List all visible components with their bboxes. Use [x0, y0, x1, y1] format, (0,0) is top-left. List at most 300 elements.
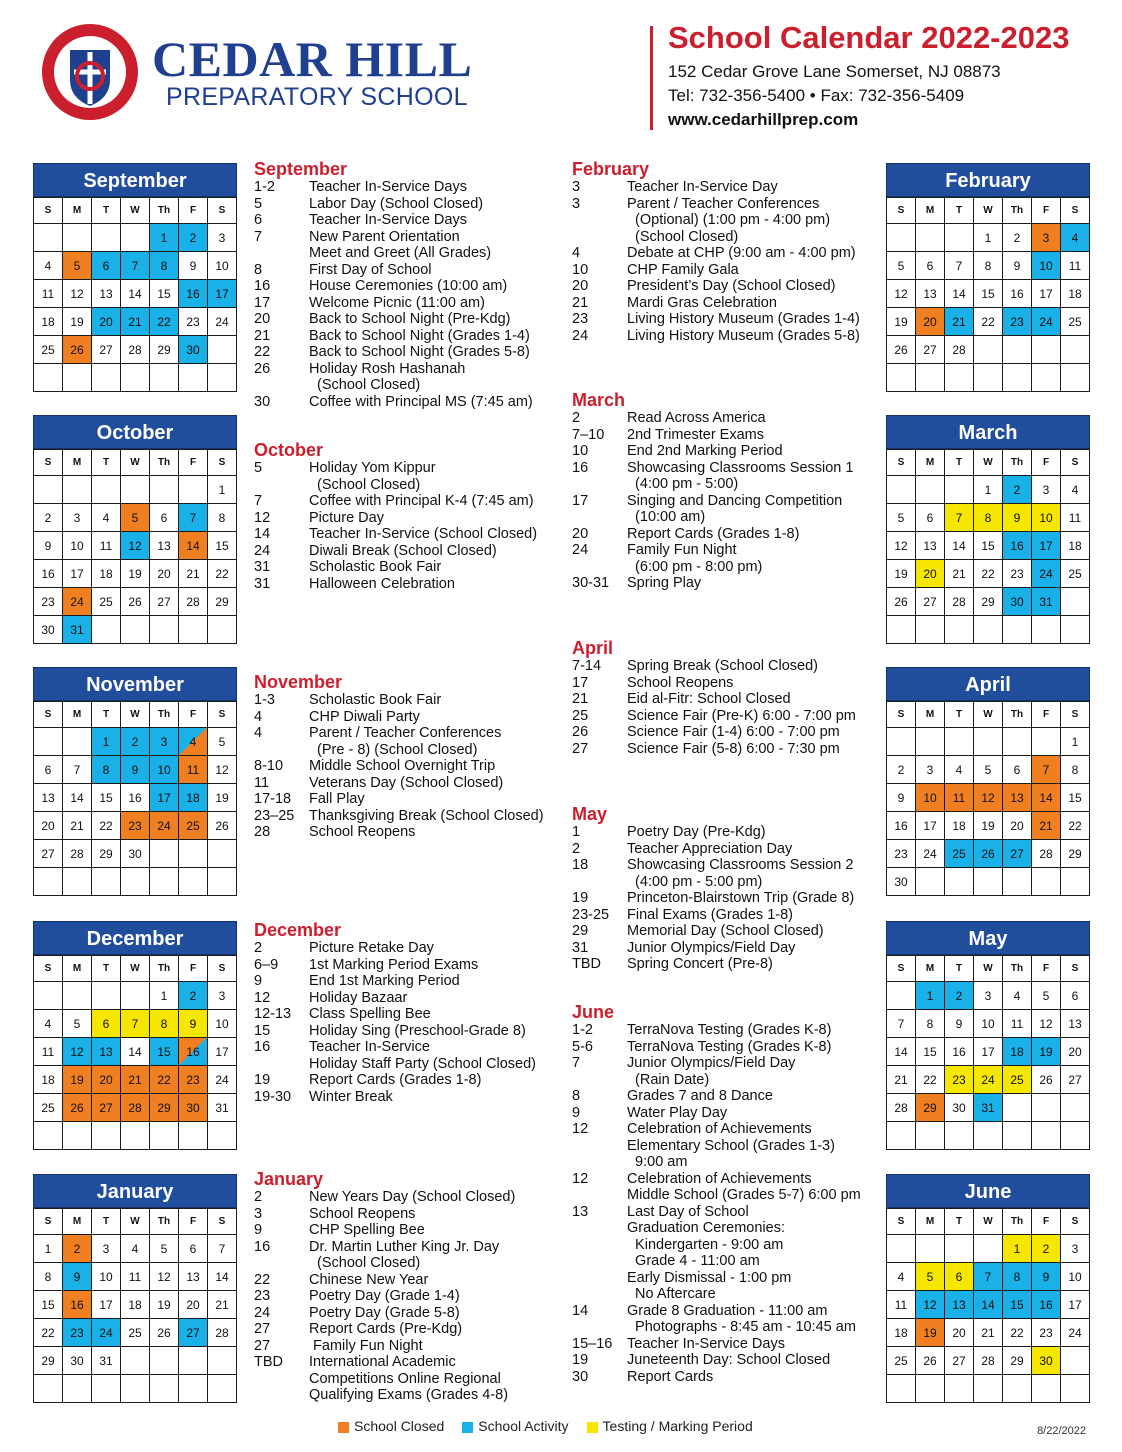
day-cell: 30 [1032, 1347, 1061, 1375]
day-cell: 6 [916, 504, 945, 532]
empty-cell [916, 868, 945, 896]
event-date: 13 [572, 1203, 589, 1220]
day-cell: 26 [63, 1094, 92, 1122]
empty-cell [179, 1122, 208, 1150]
day-cell: 16 [179, 280, 208, 308]
event-description: School Reopens [627, 674, 734, 691]
empty-cell [1032, 1094, 1061, 1122]
events-january [254, 1170, 515, 1404]
day-cell: 4 [179, 728, 208, 756]
legend-label: School Closed [354, 1418, 445, 1434]
day-cell: 10 [208, 1010, 237, 1038]
empty-cell [974, 1235, 1003, 1263]
event-description: 2nd Trimester Exams [627, 426, 764, 443]
event-item [254, 791, 544, 808]
day-cell: 3 [208, 982, 237, 1010]
event-description: Read Across America [627, 410, 766, 426]
event-item [572, 1270, 861, 1287]
day-cell: 22 [1003, 1319, 1032, 1347]
empty-cell [179, 1347, 208, 1375]
event-description: Fall Play [309, 791, 365, 807]
event-item [572, 196, 860, 213]
empty-cell [92, 364, 121, 392]
empty-cell [121, 1347, 150, 1375]
day-cell: 17 [92, 1291, 121, 1319]
day-cell: 6 [916, 252, 945, 280]
day-cell: 29 [92, 840, 121, 868]
event-description: Report Cards (Grades 1-8) [627, 525, 800, 542]
event-month-title: February [572, 159, 650, 179]
empty-cell [974, 1375, 1003, 1403]
day-cell: 31 [208, 1094, 237, 1122]
event-date: 9 [254, 1222, 263, 1238]
event-date: 16 [254, 1039, 271, 1055]
day-cell: 13 [150, 532, 179, 560]
event-month-title: June [572, 1002, 615, 1022]
day-cell: 1 [150, 224, 179, 252]
event-description: Celebration of Achievements [627, 1170, 812, 1187]
empty-cell [208, 364, 237, 392]
events-december [254, 921, 536, 1105]
event-item [254, 311, 533, 328]
day-cell: 20 [1003, 812, 1032, 840]
day-cell: 13 [92, 1038, 121, 1066]
empty-cell [1003, 868, 1032, 896]
day-cell: 15 [34, 1291, 63, 1319]
day-cell: 3 [92, 1235, 121, 1263]
day-cell: 14 [121, 1038, 150, 1066]
day-cell: 23 [121, 812, 150, 840]
empty-cell [92, 476, 121, 504]
event-item [254, 543, 537, 560]
day-cell: 6 [1061, 982, 1090, 1010]
day-cell: 7 [945, 252, 974, 280]
day-cell: 17 [1032, 280, 1061, 308]
calendar-month-header: December [33, 921, 237, 955]
calendar-grid [33, 197, 237, 392]
day-cell: 18 [1061, 280, 1090, 308]
event-description: 1st Marking Period Exams [309, 956, 479, 973]
event-item [254, 1206, 515, 1223]
event-date: 7–10 [572, 426, 605, 443]
event-month-title: April [572, 638, 614, 658]
empty-cell [1061, 616, 1090, 644]
day-cell: 11 [887, 1291, 916, 1319]
events-june [572, 1003, 861, 1385]
empty-cell [92, 616, 121, 644]
event-description: End 1st Marking Period [309, 973, 460, 989]
day-cell: 23 [179, 1066, 208, 1094]
event-item [572, 1303, 861, 1320]
event-date: 17-18 [254, 791, 292, 807]
day-cell: 25 [179, 812, 208, 840]
event-description: (School Closed) [309, 377, 421, 393]
empty-cell [974, 364, 1003, 392]
weekday-header: S [1061, 956, 1090, 982]
day-cell: 3 [150, 728, 179, 756]
day-cell: 28 [121, 336, 150, 364]
weekday-header: S [34, 1209, 63, 1235]
empty-cell [208, 1122, 237, 1150]
day-cell: 13 [1061, 1010, 1090, 1038]
event-item [572, 410, 853, 427]
event-description: Chinese New Year [309, 1271, 429, 1288]
weekday-header: F [1032, 956, 1061, 982]
event-description: Labor Day (School Closed) [309, 195, 484, 212]
weekday-header: F [1032, 198, 1061, 224]
day-cell: 3 [1061, 1235, 1090, 1263]
event-description: School Reopens [309, 1205, 416, 1222]
event-item [572, 245, 860, 262]
day-cell: 9 [945, 1010, 974, 1038]
day-cell: 1 [974, 224, 1003, 252]
event-description: Coffee with Principal MS (7:45 am) [309, 393, 533, 410]
day-cell: 31 [974, 1094, 1003, 1122]
empty-cell [63, 868, 92, 896]
weekday-header: W [974, 450, 1003, 476]
empty-cell [1003, 1375, 1032, 1403]
day-cell: 31 [63, 616, 92, 644]
day-cell: 10 [974, 1010, 1003, 1038]
empty-cell [150, 476, 179, 504]
event-date: 12 [572, 1170, 589, 1187]
event-item [254, 295, 533, 312]
day-cell: 19 [150, 1291, 179, 1319]
event-date: 15–16 [572, 1335, 613, 1352]
empty-cell [1003, 364, 1032, 392]
day-cell: 5 [63, 1010, 92, 1038]
event-description: Class Spelling Bee [309, 1006, 431, 1022]
event-date: 16 [572, 459, 589, 476]
event-item [572, 179, 860, 196]
event-description: Report Cards (Grades 1-8) [309, 1072, 482, 1088]
event-date: 12 [254, 989, 271, 1006]
empty-cell [34, 982, 63, 1010]
event-month-title: March [572, 390, 626, 410]
weekday-header: M [916, 198, 945, 224]
event-date: 29 [572, 923, 589, 939]
day-cell: 4 [1003, 982, 1032, 1010]
weekday-header: S [887, 1209, 916, 1235]
event-item [254, 377, 533, 394]
day-cell: 10 [63, 532, 92, 560]
event-item [254, 824, 544, 841]
day-cell: 3 [1032, 476, 1061, 504]
day-cell: 28 [887, 1094, 916, 1122]
empty-cell [34, 868, 63, 896]
empty-cell [208, 616, 237, 644]
empty-cell [63, 224, 92, 252]
empty-cell [34, 224, 63, 252]
weekday-header: S [34, 450, 63, 476]
event-description: (School Closed) [627, 228, 739, 245]
day-cell: 13 [179, 1263, 208, 1291]
day-cell: 23 [179, 308, 208, 336]
day-cell: 28 [208, 1319, 237, 1347]
empty-cell [63, 1375, 92, 1403]
event-description: Eid al-Fitr: School Closed [627, 691, 791, 707]
event-date: 1-3 [254, 692, 275, 708]
day-cell: 19 [208, 784, 237, 812]
event-date: 22 [254, 344, 271, 360]
event-item [254, 1056, 536, 1073]
event-description: School Reopens [309, 824, 416, 840]
event-item [254, 957, 536, 974]
event-item [254, 692, 544, 709]
event-item [254, 361, 533, 378]
event-date: 10 [572, 261, 589, 278]
day-cell: 25 [121, 1319, 150, 1347]
event-item [254, 1222, 515, 1239]
day-cell: 23 [63, 1319, 92, 1347]
day-cell: 14 [179, 532, 208, 560]
event-date: 2 [572, 840, 581, 857]
day-cell: 8 [916, 1010, 945, 1038]
event-item [572, 212, 860, 229]
event-item [254, 1354, 515, 1371]
event-description: Report Cards (Pre-Kdg) [309, 1321, 463, 1337]
day-cell: 12 [63, 1038, 92, 1066]
day-cell: 27 [1003, 840, 1032, 868]
weekday-header: Th [150, 1209, 179, 1235]
day-cell: 11 [34, 280, 63, 308]
day-cell: 12 [208, 756, 237, 784]
day-cell: 25 [34, 1094, 63, 1122]
event-date: 1-2 [254, 179, 275, 195]
day-cell: 4 [1061, 476, 1090, 504]
day-cell: 24 [92, 1319, 121, 1347]
day-cell: 20 [1061, 1038, 1090, 1066]
empty-cell [179, 868, 208, 896]
empty-cell [1003, 1122, 1032, 1150]
event-description: Living History Museum (Grades 5-8) [627, 327, 860, 344]
event-item [572, 1187, 861, 1204]
day-cell: 20 [916, 308, 945, 336]
event-description: International Academic [309, 1354, 456, 1370]
event-item [254, 709, 544, 726]
day-cell: 20 [916, 560, 945, 588]
event-item [254, 1338, 515, 1355]
day-cell: 4 [1061, 224, 1090, 252]
day-cell: 10 [150, 756, 179, 784]
day-cell: 12 [1032, 1010, 1061, 1038]
school-website[interactable]: www.cedarhillprep.com [668, 110, 859, 129]
day-cell: 22 [916, 1066, 945, 1094]
event-item [254, 179, 533, 196]
day-cell: 18 [887, 1319, 916, 1347]
day-cell: 28 [945, 336, 974, 364]
event-item [572, 278, 860, 295]
event-description: Parent / Teacher Conferences [627, 195, 820, 212]
day-cell: 29 [1061, 840, 1090, 868]
day-cell: 14 [63, 784, 92, 812]
events-september [254, 160, 533, 410]
empty-cell [887, 1122, 916, 1150]
event-description: Welcome Picnic (11:00 am) [309, 294, 485, 311]
day-cell: 9 [121, 756, 150, 784]
day-cell: 19 [887, 560, 916, 588]
weekday-header: Th [1003, 1209, 1032, 1235]
event-item [572, 427, 853, 444]
event-item [254, 1072, 536, 1089]
event-item [572, 1072, 861, 1089]
weekday-header: Th [1003, 956, 1032, 982]
event-description: CHP Diwali Party [309, 708, 420, 725]
event-date: 26 [572, 724, 589, 740]
day-cell: 2 [63, 1235, 92, 1263]
weekday-header: F [1032, 1209, 1061, 1235]
event-date: 24 [572, 327, 589, 344]
event-description: (School Closed) [309, 1255, 421, 1271]
day-cell: 12 [887, 280, 916, 308]
event-item [254, 775, 544, 792]
day-cell: 8 [974, 504, 1003, 532]
day-cell: 9 [1003, 504, 1032, 532]
event-item [572, 1088, 861, 1105]
event-date: 23–25 [254, 807, 295, 824]
day-cell: 24 [1032, 308, 1061, 336]
event-item [254, 990, 536, 1007]
event-description: Science Fair (Pre-K) 6:00 - 7:00 pm [627, 707, 856, 724]
weekday-header: F [179, 1209, 208, 1235]
event-date: 20 [572, 525, 589, 542]
events-february [572, 160, 860, 344]
legend-swatch [587, 1422, 598, 1433]
weekday-header: T [945, 1209, 974, 1235]
empty-cell [179, 476, 208, 504]
event-date: 4 [254, 725, 263, 741]
event-description: Holiday Rosh Hashanah [309, 360, 466, 377]
event-date: 7 [254, 228, 263, 245]
event-description: Poetry Day (Pre-Kdg) [627, 824, 766, 840]
event-description: Scholastic Book Fair [309, 559, 442, 575]
day-cell: 6 [945, 1263, 974, 1291]
day-cell: 13 [916, 532, 945, 560]
event-date: 23 [572, 311, 589, 327]
day-cell: 21 [63, 812, 92, 840]
weekday-header: S [1061, 450, 1090, 476]
day-cell: 7 [887, 1010, 916, 1038]
weekday-header: S [208, 450, 237, 476]
day-cell: 17 [63, 560, 92, 588]
day-cell: 23 [887, 840, 916, 868]
day-cell: 5 [887, 252, 916, 280]
event-description: Kindergarten - 9:00 am [627, 1236, 784, 1253]
day-cell: 7 [974, 1263, 1003, 1291]
weekday-header: T [92, 702, 121, 728]
day-cell: 9 [887, 784, 916, 812]
event-description: Veterans Day (School Closed) [309, 774, 504, 791]
event-item [572, 509, 853, 526]
event-date: 9 [572, 1104, 581, 1121]
empty-cell [121, 1122, 150, 1150]
event-item [572, 295, 860, 312]
calendar-month-header: November [33, 667, 237, 701]
day-cell: 14 [945, 280, 974, 308]
event-item [254, 1321, 515, 1338]
weekday-header: S [1061, 702, 1090, 728]
event-item [254, 559, 537, 576]
day-cell: 30 [945, 1094, 974, 1122]
empty-cell [945, 1122, 974, 1150]
day-cell: 28 [945, 588, 974, 616]
weekday-header: S [34, 702, 63, 728]
event-description: Science Fair (5-8) 6:00 - 7:30 pm [627, 740, 840, 757]
day-cell: 6 [1003, 756, 1032, 784]
calendar-month-header: April [886, 667, 1090, 701]
day-cell: 10 [916, 784, 945, 812]
day-cell: 6 [34, 756, 63, 784]
event-description: Photographs - 8:45 am - 10:45 am [627, 1319, 856, 1335]
event-item [254, 196, 533, 213]
day-cell: 13 [34, 784, 63, 812]
empty-cell [945, 868, 974, 896]
day-cell: 1 [1003, 1235, 1032, 1263]
event-date: 2 [254, 1189, 263, 1205]
event-month-title: May [572, 804, 608, 824]
weekday-header: M [63, 956, 92, 982]
event-date: 22 [254, 1271, 271, 1288]
day-cell: 27 [34, 840, 63, 868]
empty-cell [34, 1122, 63, 1150]
day-cell: 1 [150, 982, 179, 1010]
weekday-header: F [179, 450, 208, 476]
day-cell: 14 [208, 1263, 237, 1291]
event-description: Memorial Day (School Closed) [627, 923, 824, 939]
day-cell: 11 [1003, 1010, 1032, 1038]
day-cell: 8 [92, 756, 121, 784]
event-date: 5-6 [572, 1038, 593, 1055]
event-item [254, 328, 533, 345]
empty-cell [945, 1235, 974, 1263]
event-item [572, 1237, 861, 1254]
weekday-header: W [121, 702, 150, 728]
day-cell: 16 [945, 1038, 974, 1066]
empty-cell [1032, 616, 1061, 644]
event-item [572, 1220, 861, 1237]
event-item [254, 808, 544, 825]
day-cell: 4 [945, 756, 974, 784]
day-cell: 22 [150, 1066, 179, 1094]
day-cell: 18 [92, 560, 121, 588]
day-cell: 3 [208, 224, 237, 252]
empty-cell [150, 616, 179, 644]
calendar-grid [33, 701, 237, 896]
calendar-october [33, 415, 237, 644]
day-cell: 11 [92, 532, 121, 560]
event-description: Dr. Martin Luther King Jr. Day [309, 1238, 500, 1255]
event-item [572, 923, 854, 940]
header-divider [650, 26, 653, 130]
day-cell: 20 [945, 1319, 974, 1347]
event-item [254, 262, 533, 279]
event-item [572, 443, 853, 460]
event-item [572, 542, 853, 559]
event-description: Family Fun Night [627, 542, 737, 558]
event-date: 3 [572, 179, 581, 195]
event-date: 14 [572, 1302, 589, 1319]
weekday-header: Th [1003, 450, 1032, 476]
event-date: 14 [254, 526, 271, 542]
event-description: Singing and Dancing Competition [627, 492, 843, 509]
day-cell: 22 [150, 308, 179, 336]
day-cell: 27 [916, 588, 945, 616]
empty-cell [208, 336, 237, 364]
legend-item-testing [587, 1418, 753, 1434]
empty-cell [1061, 336, 1090, 364]
empty-cell [63, 1122, 92, 1150]
event-description: Water Play Day [627, 1104, 728, 1121]
